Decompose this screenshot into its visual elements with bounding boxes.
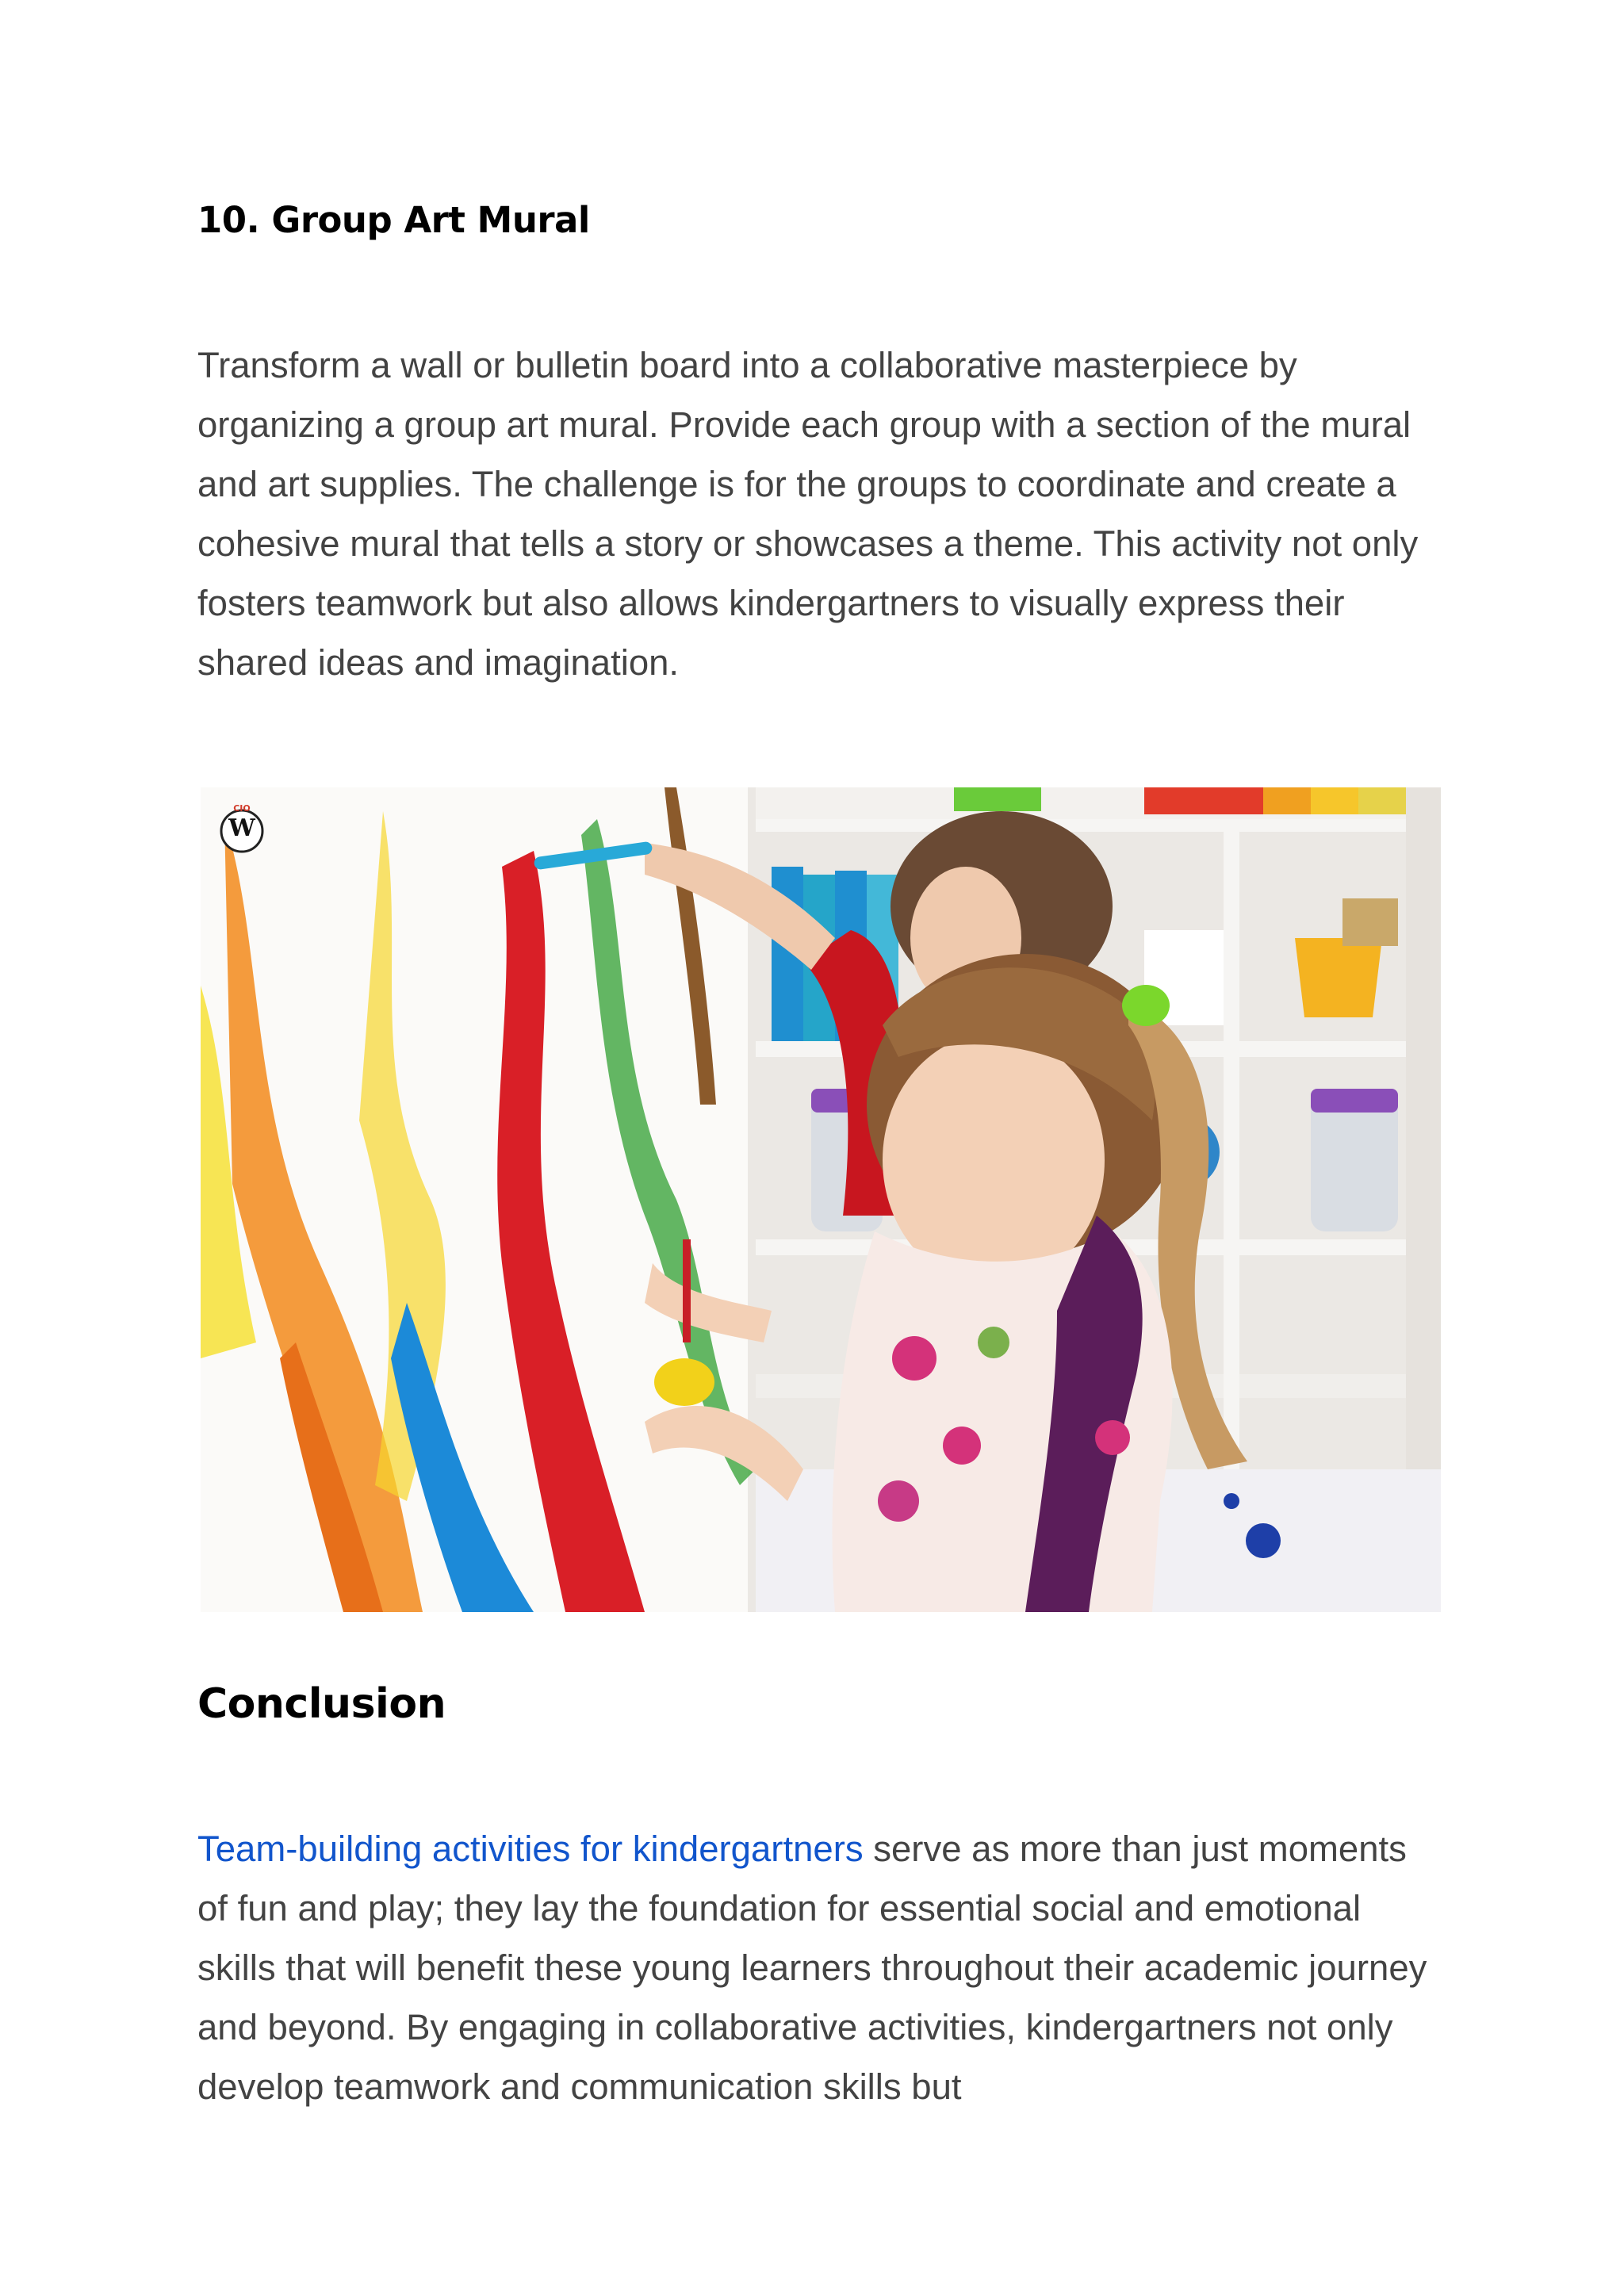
watermark-logo	[221, 803, 262, 859]
mural-photo	[201, 787, 1441, 1612]
conclusion-paragraph	[197, 1819, 1442, 2116]
watermark-top-text: CIO	[233, 803, 251, 814]
watermark-letter: W	[228, 814, 255, 842]
mural-photo-illustration	[201, 787, 1441, 1612]
section-heading: 10. Group Art Mural	[197, 199, 590, 241]
conclusion-text: serve as more than just moments of fun and play; they lay the foundation for essential social and emotional skills that will benefit these young learners throughout their academic journey and beyond. By engaging in collaborative activities, kindergartners not only develop teamwork and communication skills but	[197, 1829, 1427, 2107]
conclusion-heading: Conclusion	[197, 1680, 446, 1728]
section-paragraph: Transform a wall or bulletin board into a collaborative masterpiece by organizing a group art mural. Provide each group with a section of the mural and art supplies. The challenge is for the groups to coordinate and create a cohesive mural that tells a story or showcases a theme. This activity not only fosters teamwork but also allows kindergartners to visually express their shared ideas and imagination.	[197, 345, 1419, 683]
team-building-link[interactable]: Team-building activities for kindergartners	[197, 1829, 864, 1869]
